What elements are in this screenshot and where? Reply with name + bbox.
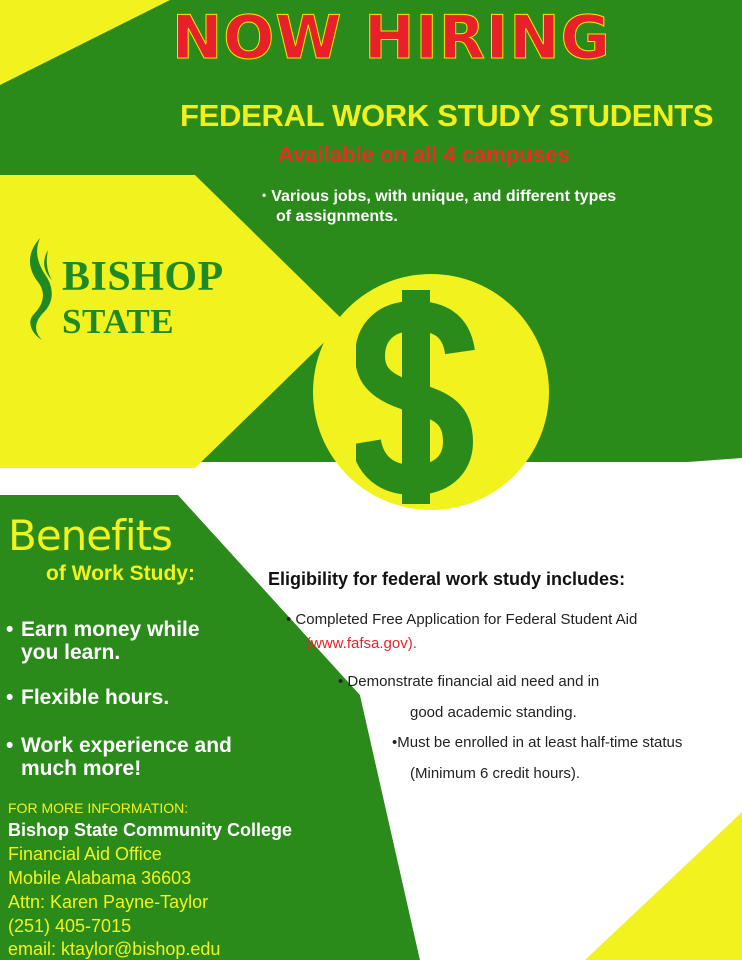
subheadline: FEDERAL WORK STUDY STUDENTS	[180, 98, 714, 133]
bullet-icon: •	[6, 618, 14, 641]
jobs-bullet	[262, 185, 662, 227]
bullet-icon: •	[6, 686, 14, 709]
benefits-title: Benefits	[8, 511, 172, 560]
fafsa-link[interactable]: (www.fafsa.gov).	[306, 635, 417, 652]
logo-word-bishop: BISHOP	[62, 254, 224, 300]
contact-phone: (251) 405-7015	[8, 916, 132, 936]
contact-attn: Attn: Karen Payne-Taylor	[8, 892, 209, 912]
white-band	[0, 468, 190, 495]
benefit-item: • Earn money while you learn.	[6, 618, 200, 664]
contact-heading: FOR MORE INFORMATION:	[8, 800, 189, 816]
benefits-subtitle: of Work Study:	[46, 562, 195, 585]
contact-city: Mobile Alabama 36603	[8, 868, 192, 888]
eligibility-item-3-cont: (Minimum 6 credit hours).	[410, 765, 581, 782]
eligibility-item-3: •Must be enrolled in at least half-time status	[392, 734, 683, 751]
jobs-line-1: Various jobs, with unique, and different types	[271, 188, 617, 205]
eligibility-item-1: • Completed Free Application for Federal Student Aid	[286, 611, 638, 628]
contact-college: Bishop State Community College	[8, 820, 293, 840]
eligibility-title: Eligibility for federal work study includes:	[268, 569, 626, 589]
benefit-item: • Work experience and much more!	[6, 734, 232, 780]
headline: NOW HIRING	[172, 3, 611, 73]
contact-office: Financial Aid Office	[8, 844, 162, 864]
jobs-line-2: of assignments.	[276, 208, 398, 225]
campuses-note: Available on all 4 campuses	[278, 142, 570, 167]
benefit-item: • Flexible hours.	[6, 686, 170, 709]
logo-word-state: STATE	[62, 302, 175, 341]
eligibility-item-2-cont: good academic standing.	[410, 704, 577, 721]
contact-email[interactable]: email: ktaylor@bishop.edu	[8, 939, 221, 959]
dollar-sign-icon	[356, 282, 476, 512]
bullet-icon: •	[262, 188, 267, 202]
bullet-icon: •	[6, 734, 14, 757]
eligibility-item-2: • Demonstrate financial aid need and in	[338, 673, 600, 690]
